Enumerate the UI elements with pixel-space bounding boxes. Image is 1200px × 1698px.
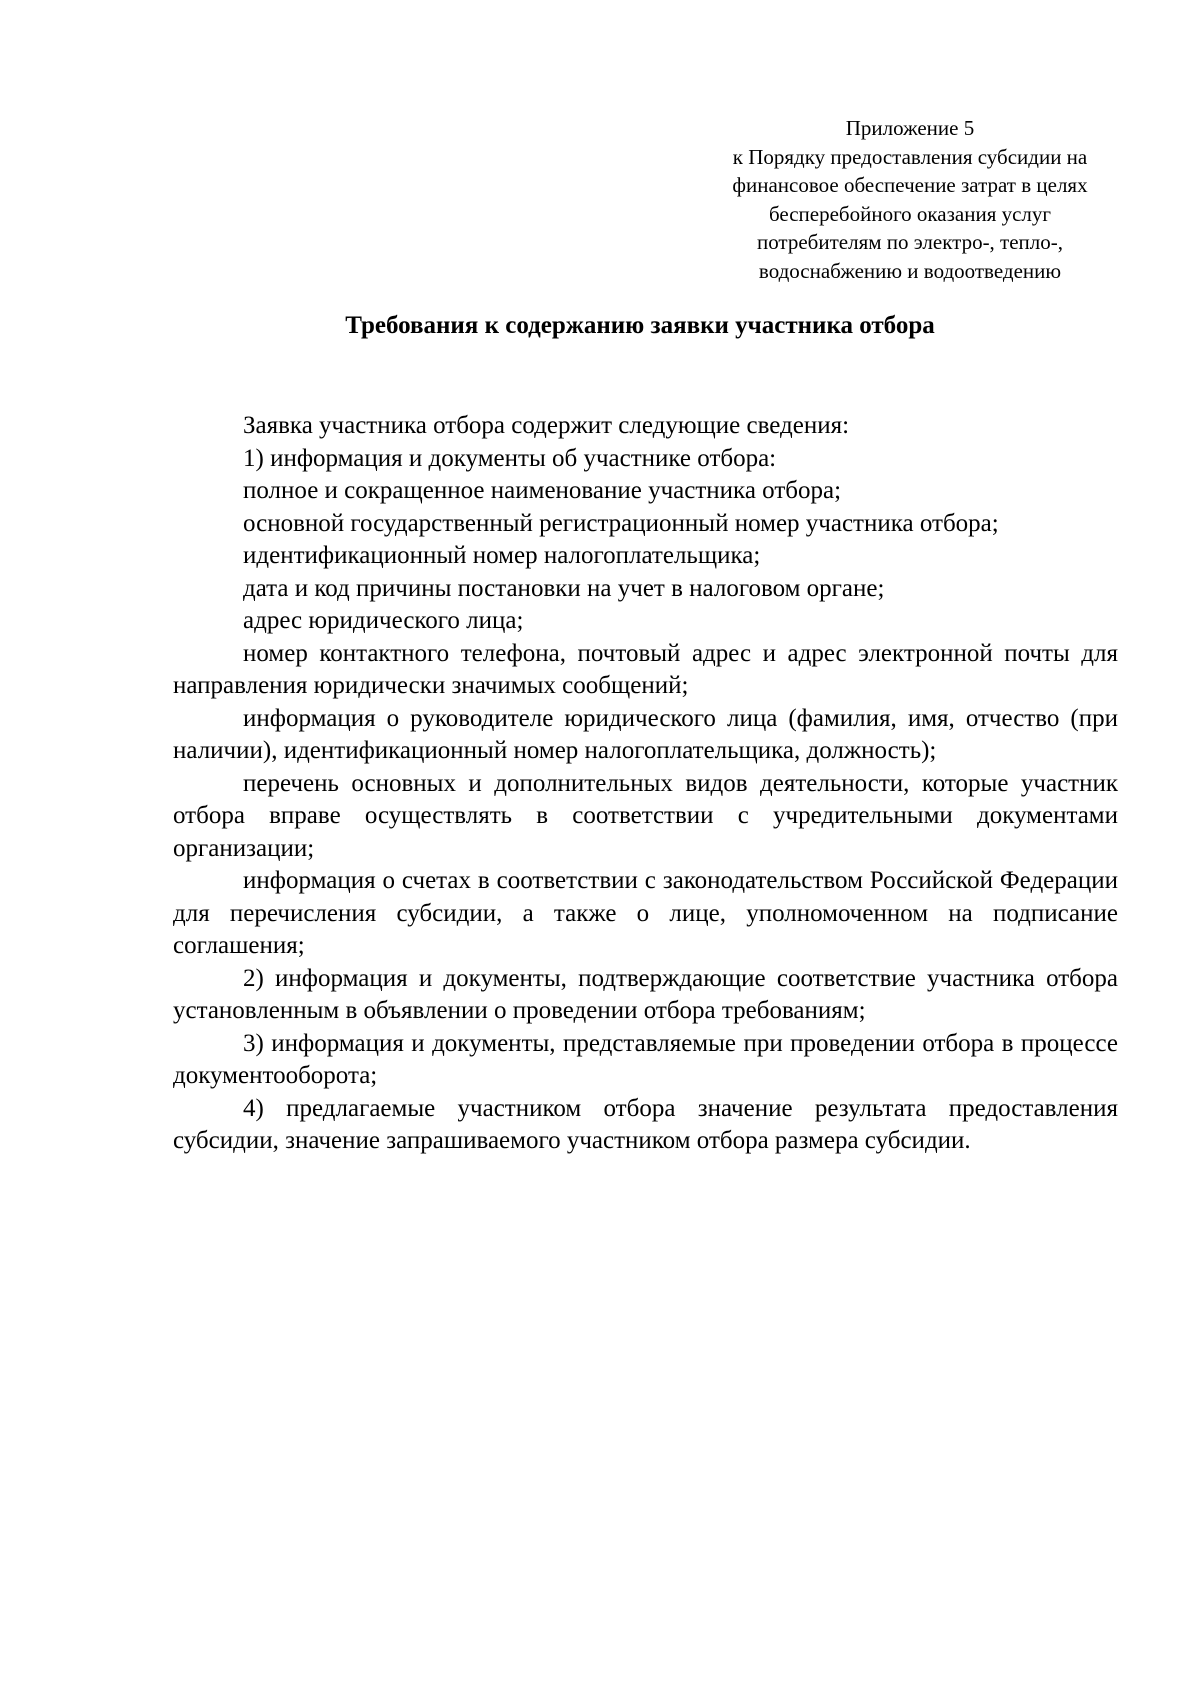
paragraph: основной государственный регистрационный номер участника отбора;: [243, 509, 999, 537]
paragraph: 3) информация и документы, представляемые при проведении отбора в процессе документооборота;: [173, 1029, 1118, 1089]
appendix-reference-line: к Порядку предоставления субсидии на: [732, 144, 1088, 169]
paragraph: дата и код причины постановки на учет в налоговом органе;: [243, 574, 885, 602]
paragraph: полное и сокращенное наименование участника отбора;: [243, 477, 842, 504]
appendix-header: [690, 114, 1130, 285]
document-title: Требования к содержанию заявки участника отбора: [345, 312, 935, 339]
paragraph: Заявка участника отбора содержит следующие сведения:: [243, 412, 850, 439]
paragraph: номер контактного телефона, почтовый адрес и адрес электронной почты для направления юридически значимых сообщений;: [173, 639, 1118, 699]
paragraph: 4) предлагаемые участником отбора значение результата предоставления субсидии, значение запрашиваемого участником отбора размера субсидии.: [173, 1094, 1118, 1154]
paragraph: перечень основных и дополнительных видов деятельности, которые участник отбора вправе осуществлять в соответствии с учредительными документами организации;: [173, 769, 1118, 862]
document-body: [173, 410, 1118, 1158]
appendix-reference-line: бесперебойного оказания услуг: [768, 201, 1052, 226]
appendix-reference-line: финансовое обеспечение затрат в целях: [732, 173, 1088, 197]
paragraph: идентификационный номер налогоплательщика;: [243, 542, 761, 569]
paragraph: информация о счетах в соответствии с законодательством Российской Федерации для перечисления субсидии, а также о лице, уполномоченном на подписание соглашения;: [173, 867, 1118, 959]
paragraph: информация о руководителе юридического лица (фамилия, имя, отчество (при наличии), идентификационный номер налогоплательщика, должность);: [173, 704, 1118, 764]
appendix-reference-line: водоснабжению и водоотведению: [758, 258, 1062, 283]
paragraph: 2) информация и документы, подтверждающие соответствие участника отбора установленным в объявлении о проведении отбора требованиям;: [173, 964, 1118, 1024]
appendix-reference-line: потребителям по электро-, тепло-,: [756, 230, 1064, 254]
paragraph: адрес юридического лица;: [243, 607, 524, 634]
appendix-number: Приложение 5: [845, 116, 975, 140]
paragraph: 1) информация и документы об участнике отбора:: [243, 444, 777, 472]
